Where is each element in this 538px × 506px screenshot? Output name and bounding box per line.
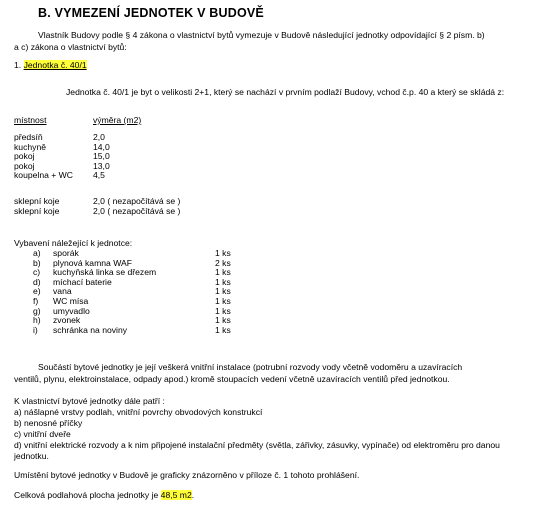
equipment-item: kuchyňská linka se dřezem (53, 267, 157, 278)
cellars-table (14, 197, 180, 216)
room-area: 15,0 (93, 151, 110, 162)
equipment-table (33, 249, 231, 335)
equipment-letter: g) (33, 305, 41, 316)
rooms-table (14, 133, 110, 181)
room-area: 14,0 (93, 141, 110, 152)
equipment-qty: 1 ks (215, 315, 231, 326)
room-area: 13,0 (93, 160, 110, 171)
equipment-qty: 1 ks (215, 286, 231, 297)
equipment-qty: 1 ks (215, 276, 231, 287)
room-name: kuchyně (14, 141, 47, 152)
equipment-item: plynová kamna WAF (53, 257, 132, 268)
ownership-item: c) vnitřní dveře (14, 429, 71, 439)
components-line-1: Součástí bytové jednotky je její veškerá vnitřní instalace (potrubní rozvody vody včetně vodoměru a uzavíracích (38, 362, 463, 372)
room-name: předsíň (14, 132, 43, 142)
unit-heading-label: Jednotka č. 40/1 (23, 60, 87, 70)
equipment-letter: c) (33, 267, 41, 278)
equipment-letter: a) (33, 248, 41, 258)
equipment-letter: h) (33, 315, 41, 326)
table-row (14, 207, 180, 217)
rooms-header-area: výměra (m2) (93, 115, 142, 125)
ownership-item: b) nenosné příčky (14, 418, 83, 428)
table-row (33, 326, 231, 336)
cellar-area: 2,0 ( nezapočítává se ) (93, 196, 181, 206)
equipment-qty: 2 ks (215, 257, 231, 268)
equipment-letter: e) (33, 286, 41, 297)
total-area-line (14, 489, 194, 501)
total-area-suffix: . (191, 490, 195, 500)
equipment-item: zvonek (53, 315, 81, 326)
intro-line-1: Vlastník Budovy podle § 4 zákona o vlastnictví bytů vymezuje v Budově následující jednotky odpovídající § 2 písm. b) (38, 30, 485, 40)
cellar-area: 2,0 ( nezapočítává se ) (93, 205, 181, 216)
equipment-letter: f) (33, 295, 39, 306)
rooms-header-room: místnost (14, 115, 47, 125)
equipment-item: schránka na noviny (53, 324, 128, 335)
equipment-qty: 1 ks (215, 305, 231, 316)
cellar-name: sklepní koje (14, 205, 60, 216)
table-row (14, 171, 110, 181)
equipment-item: umyvadlo (53, 305, 90, 316)
intro-line-2: a c) zákona o vlastnictví bytů: (14, 42, 127, 52)
unit-heading (14, 59, 87, 71)
cellar-name: sklepní koje (14, 196, 60, 206)
room-area: 2,0 (93, 132, 105, 142)
total-area-prefix: Celková podlahová plocha jednotky je (14, 490, 161, 500)
equipment-item: sporák (53, 248, 79, 258)
equipment-item: vana (53, 286, 72, 297)
room-area: 4,5 (93, 170, 105, 181)
unit-heading-number: 1. (14, 60, 22, 70)
equipment-letter: d) (33, 276, 41, 287)
room-name: pokoj (14, 151, 35, 162)
placement-text: Umístění bytové jednotky v Budově je graficky znázorněno v příloze č. 1 tohoto prohlášení. (14, 470, 360, 480)
room-name: koupelna + WC (14, 170, 73, 181)
ownership-item: jednotku. (14, 451, 49, 461)
equipment-qty: 1 ks (215, 267, 231, 278)
ownership-heading: K vlastnictví bytové jednotky dále patří : (14, 396, 165, 406)
room-name: pokoj (14, 160, 35, 171)
equipment-item: WC mísa (53, 295, 89, 306)
section-title: B. VYMEZENÍ JEDNOTEK V BUDOVĚ (38, 6, 264, 20)
equipment-letter: b) (33, 257, 41, 268)
equipment-qty: 1 ks (215, 248, 231, 258)
equipment-item: míchací baterie (53, 276, 112, 287)
equipment-letter: i) (33, 324, 38, 335)
ownership-item: a) nášlapné vrstvy podlah, vnitřní povrchy obvodových konstrukcí (14, 407, 263, 417)
components-line-2: ventilů, plynu, elektroinstalace, odpady apod.) kromě stoupacích vedení včetně uzavíracích ventilů před jednotkou. (14, 374, 450, 384)
equipment-qty: 1 ks (215, 295, 231, 306)
total-area-value: 48,5 m2 (160, 490, 192, 500)
equipment-qty: 1 ks (215, 324, 231, 335)
equipment-heading: Vybavení náležející k jednotce: (14, 238, 133, 248)
ownership-item: d) vnitřní elektrické rozvody a k nim připojené instalační předměty (světla, zářivky, zásuvky, vypínače) od elektroměru pro danou (14, 440, 500, 450)
unit-description: Jednotka č. 40/1 je byt o velikosti 2+1, který se nachází v prvním podlaží Budovy, vchod č.p. 40 a který se skládá z: (66, 87, 505, 97)
